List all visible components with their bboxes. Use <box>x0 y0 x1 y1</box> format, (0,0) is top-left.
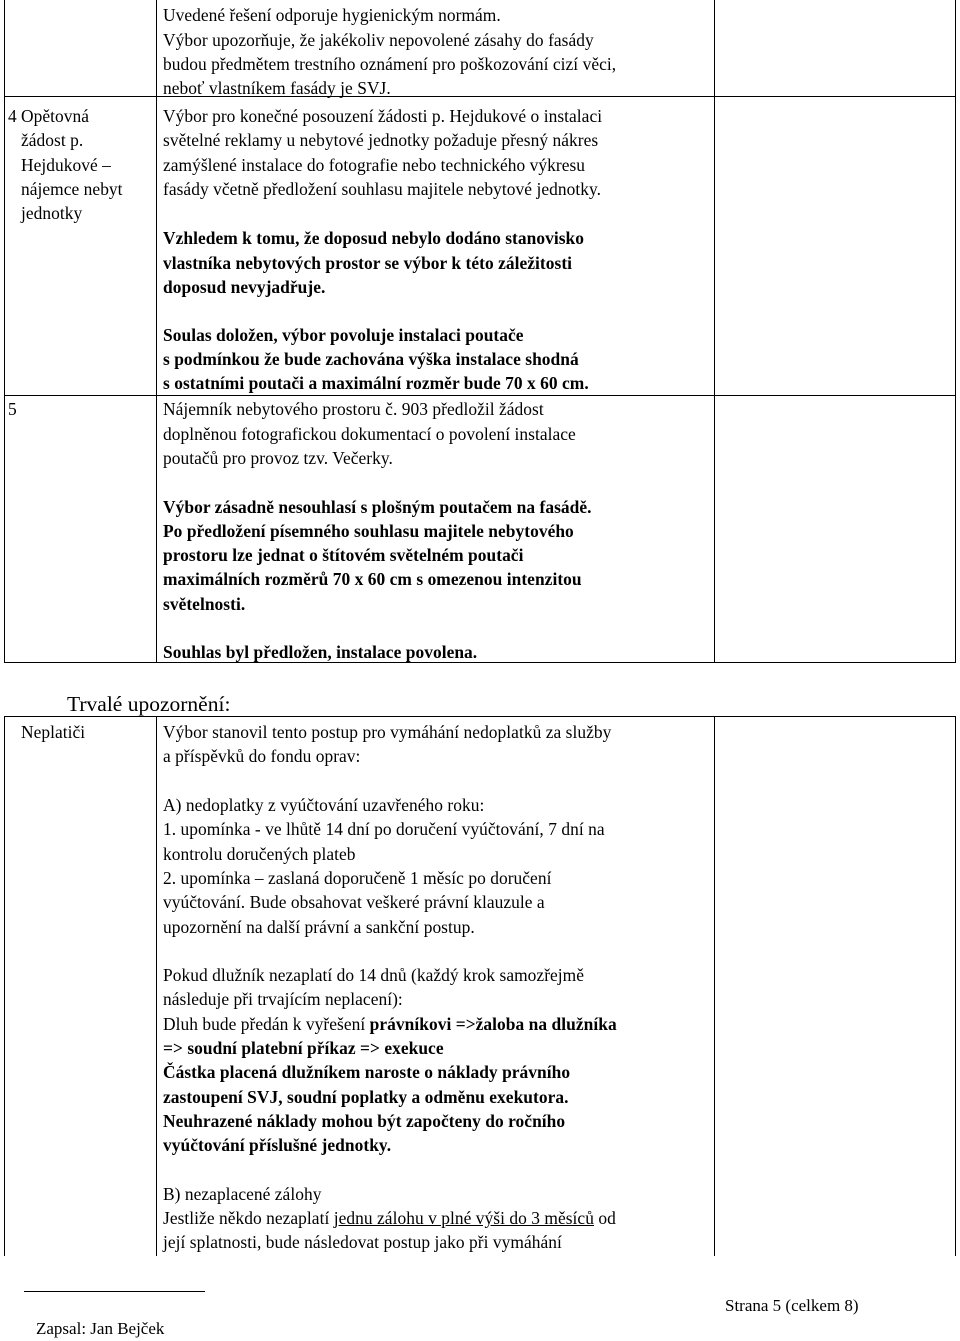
text-line: prostoru lze jednat o štítovém světelném poutači <box>163 545 524 565</box>
text-line: 1. upomínka - ve lhůtě 14 dní po doručení vyúčtování, 7 dní na <box>163 819 605 839</box>
table-border-left <box>4 0 5 663</box>
text-line: světelnosti. <box>163 594 246 614</box>
text-line: fasády včetně předložení souhlasu majitele nebytové jednotky. <box>163 179 601 199</box>
text-line: vyúčtování. Bude obsahovat veškeré právní klauzule a <box>163 892 545 912</box>
text-line: následuje při trvajícím neplacení): <box>163 989 403 1009</box>
footer-rule <box>24 1291 205 1292</box>
text-line: B) nezaplacené zálohy <box>163 1184 322 1204</box>
text-line: s podmínkou že bude zachována výška instalace shodná <box>163 349 579 369</box>
table-row-divider <box>4 96 956 97</box>
text-line: => soudní platební příkaz => exekuce <box>163 1038 444 1058</box>
text-line: vyúčtování příslušné jednotky. <box>163 1135 392 1155</box>
text-line <box>163 1013 617 1035</box>
text-line: doposud nevyjadřuje. <box>163 277 326 297</box>
text-line: Uvedené řešení odporuje hygienickým normám. <box>163 5 501 25</box>
text-line: Výbor zásadně nesouhlasí s plošným poutačem na fasádě. <box>163 497 592 517</box>
text-line: Soulas doložen, výbor povoluje instalaci poutače <box>163 325 524 345</box>
text-line: Částka placená dlužníkem naroste o náklady právního <box>163 1062 571 1082</box>
row-number: 5 <box>8 399 17 419</box>
text-line: maximálních rozměrů 70 x 60 cm s omezenou intenzitou <box>163 569 582 589</box>
text-line: její splatnosti, bude následovat postup jako při vymáhání <box>163 1232 562 1252</box>
table-row-divider <box>4 395 956 396</box>
table-column-divider <box>714 0 715 663</box>
text-line: světelné reklamy u nebytové jednotky požaduje přesný nákres <box>163 130 599 150</box>
text-line: Po předložení písemného souhlasu majitele nebytového <box>163 521 574 541</box>
text-line: a příspěvků do fondu oprav: <box>163 746 361 766</box>
approval-note: Souhlas byl předložen, instalace povolena. <box>163 642 478 662</box>
text-line: Neuhrazené náklady mohou být započteny do ročního <box>163 1111 566 1131</box>
text-line: upozornění na další právní a sankční postup. <box>163 917 475 937</box>
table-border-right <box>955 716 956 1256</box>
text-line: doplněnou fotografickou dokumentací o povolení instalace <box>163 424 576 444</box>
text-line: vlastníka nebytových prostor se výbor k této záležitosti <box>163 253 573 273</box>
text-line: Hejdukové – <box>21 155 111 175</box>
text-line: Výbor upozorňuje, že jakékoliv nepovolené zásahy do fasády <box>163 30 594 50</box>
underlined-text-span: jednu zálohu v plné výši do 3 měsíců <box>333 1208 594 1228</box>
text-span: od <box>593 1208 616 1228</box>
text-line: s ostatními poutači a maximální rozměr bude 70 x 60 cm. <box>163 373 589 393</box>
text-line: zastoupení SVJ, soudní poplatky a odměnu exekutora. <box>163 1087 569 1107</box>
table-border-right <box>955 0 956 663</box>
text-line: nájemce nebyt <box>21 179 123 199</box>
row-number: 4 <box>8 106 17 126</box>
text-line: budou předmětem trestního oznámení pro poškozování cizí věci, <box>163 54 617 74</box>
text-line: 2. upomínka – zaslaná doporučeně 1 měsíc po doručení <box>163 868 552 888</box>
text-line: žádost p. <box>21 130 84 150</box>
text-line: kontrolu doručených plateb <box>163 844 356 864</box>
bold-text-span: právníkovi =>žaloba na dlužníka <box>369 1014 617 1034</box>
text-line <box>163 1207 616 1229</box>
text-line: jednotky <box>21 203 83 223</box>
table-column-divider <box>156 716 157 1256</box>
page-number: Strana 5 (celkem 8) <box>725 1296 859 1315</box>
table-border-bottom <box>4 662 956 663</box>
table-border-left <box>4 716 5 1256</box>
table-column-divider <box>714 716 715 1256</box>
text-line: A) nedoplatky z vyúčtování uzavřeného roku: <box>163 795 485 815</box>
footer-author: Zapsal: Jan Bejček <box>36 1319 165 1338</box>
text-line: Opětovná <box>21 106 90 126</box>
text-line: poutačů pro provoz tzv. Večerky. <box>163 448 393 468</box>
text-line: zamýšlené instalace do fotografie nebo technického výkresu <box>163 155 586 175</box>
text-line: Vzhledem k tomu, že doposud nebylo dodáno stanovisko <box>163 228 585 248</box>
text-line: neboť vlastníkem fasády je SVJ. <box>163 78 391 98</box>
row-label: Neplatiči <box>21 722 86 742</box>
text-span: Jestliže někdo nezaplatí <box>163 1208 334 1228</box>
text-line: Pokud dlužník nezaplatí do 14 dnů (každý krok samozřejmě <box>163 965 585 985</box>
text-span: Dluh bude předán k vyřešení <box>163 1014 370 1034</box>
text-line: Nájemník nebytového prostoru č. 903 předložil žádost <box>163 399 544 419</box>
text-line: Výbor stanovil tento postup pro vymáhání nedoplatků za služby <box>163 722 612 742</box>
table-column-divider <box>156 0 157 663</box>
section-heading: Trvalé upozornění: <box>67 692 231 716</box>
text-line: Výbor pro konečné posouzení žádosti p. Hejdukové o instalaci <box>163 106 603 126</box>
table-border-top <box>4 716 956 717</box>
